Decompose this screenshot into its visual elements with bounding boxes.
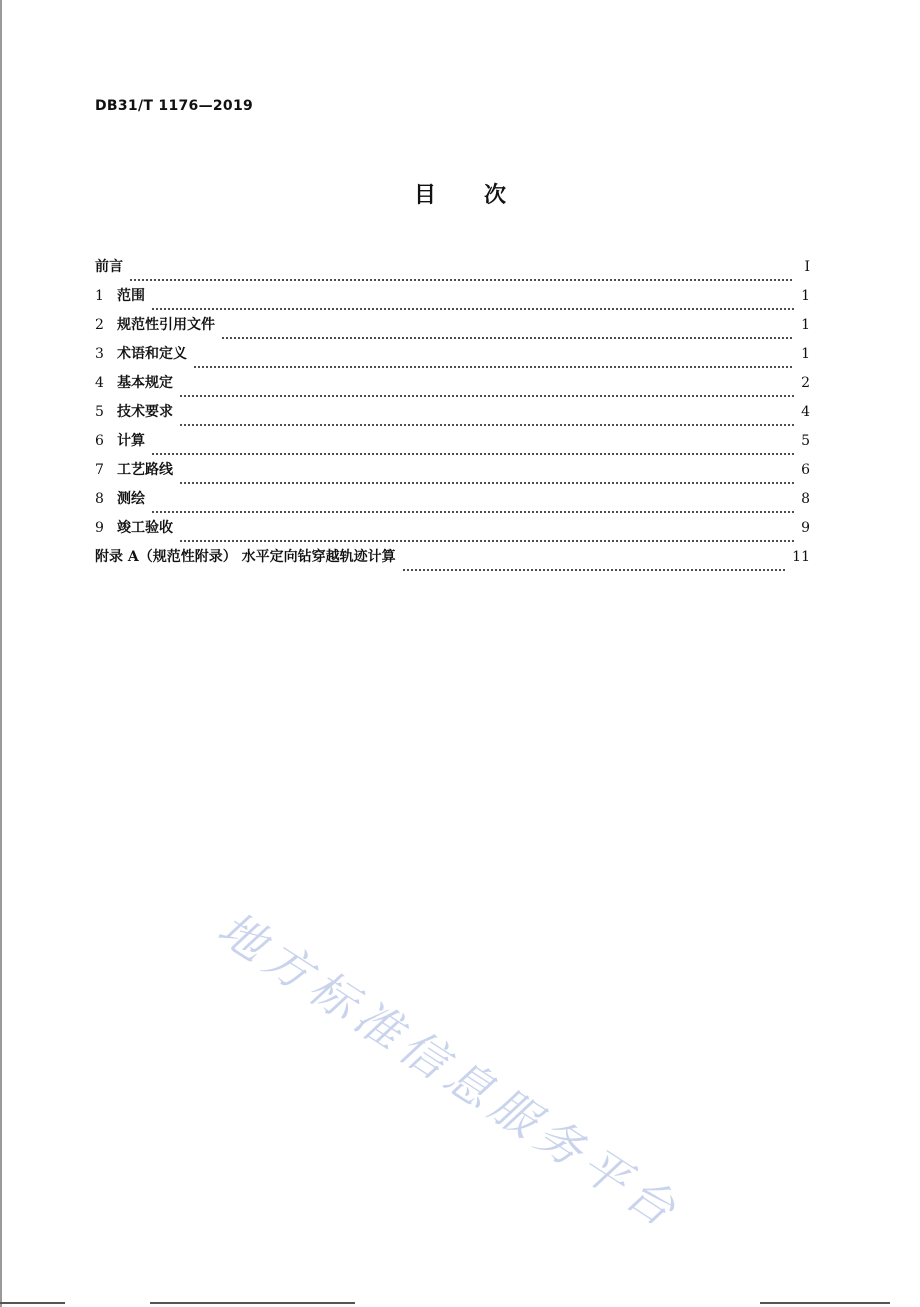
toc-dot-leader	[221, 337, 794, 339]
toc-entry-number: 6	[95, 433, 104, 449]
toc-entry-label: 术语和定义	[117, 346, 187, 362]
toc-entry-label: 范围	[117, 288, 145, 304]
watermark-text: 地方标准信息服务平台	[208, 900, 691, 1241]
toc-entry-number: 7	[95, 462, 104, 478]
toc-entry-page: 4	[801, 404, 810, 420]
toc-entry-label: 附录 A（规范性附录） 水平定向钻穿越轨迹计算	[95, 549, 396, 565]
toc-entry-number: 9	[95, 520, 104, 536]
toc-entry-foreword[interactable]	[95, 256, 810, 285]
toc-entry-technical-requirements[interactable]	[95, 401, 810, 430]
bottom-scan-line	[150, 1302, 355, 1304]
toc-entry-page: 5	[801, 433, 810, 449]
toc-entry-number: 2	[95, 317, 104, 333]
toc-entry-page: 11	[792, 549, 810, 565]
toc-title: 目次	[413, 183, 554, 208]
toc-dot-leader	[151, 308, 794, 310]
toc-entry-number: 4	[95, 375, 104, 391]
toc-dot-leader	[179, 395, 794, 397]
toc-entry-label: 工艺路线	[117, 462, 173, 478]
toc-entry-page: 9	[801, 520, 810, 536]
toc-entry-page: I	[804, 259, 810, 275]
document-code: DB31/T 1176—2019	[95, 98, 254, 114]
toc-entry-number: 5	[95, 404, 104, 420]
toc-dot-leader	[179, 482, 794, 484]
toc-entry-scope[interactable]	[95, 285, 810, 314]
toc-entry-label: 规范性引用文件	[117, 317, 215, 333]
toc-dot-leader	[151, 453, 794, 455]
table-of-contents	[95, 256, 810, 575]
toc-entry-page: 6	[801, 462, 810, 478]
toc-dot-leader	[151, 511, 794, 513]
toc-entry-number: 3	[95, 346, 104, 362]
toc-dot-leader	[193, 366, 794, 368]
bottom-scan-line	[760, 1302, 890, 1304]
toc-entry-appendix-a[interactable]	[95, 546, 810, 575]
toc-entry-surveying[interactable]	[95, 488, 810, 517]
toc-entry-number: 8	[95, 491, 104, 507]
toc-entry-label: 测绘	[117, 491, 145, 507]
toc-entry-label: 基本规定	[117, 375, 173, 391]
toc-entry-label: 前言	[95, 259, 123, 275]
toc-entry-terms[interactable]	[95, 343, 810, 372]
toc-entry-number: 1	[95, 288, 104, 304]
toc-entry-basic-provisions[interactable]	[95, 372, 810, 401]
toc-entry-page: 1	[801, 346, 810, 362]
toc-entry-calculation[interactable]	[95, 430, 810, 459]
toc-entry-page: 2	[801, 375, 810, 391]
toc-entry-label: 计算	[117, 433, 145, 449]
toc-dot-leader	[179, 540, 794, 542]
toc-entry-page: 8	[801, 491, 810, 507]
toc-entry-page: 1	[801, 288, 810, 304]
toc-entry-process-route[interactable]	[95, 459, 810, 488]
toc-entry-label: 竣工验收	[117, 520, 173, 536]
toc-entry-acceptance[interactable]	[95, 517, 810, 546]
toc-entry-normative-references[interactable]	[95, 314, 810, 343]
toc-entry-page: 1	[801, 317, 810, 333]
toc-dot-leader	[179, 424, 794, 426]
bottom-scan-line	[0, 1302, 65, 1304]
toc-dot-leader	[129, 279, 794, 281]
toc-dot-leader	[402, 569, 787, 571]
toc-entry-label: 技术要求	[117, 404, 173, 420]
